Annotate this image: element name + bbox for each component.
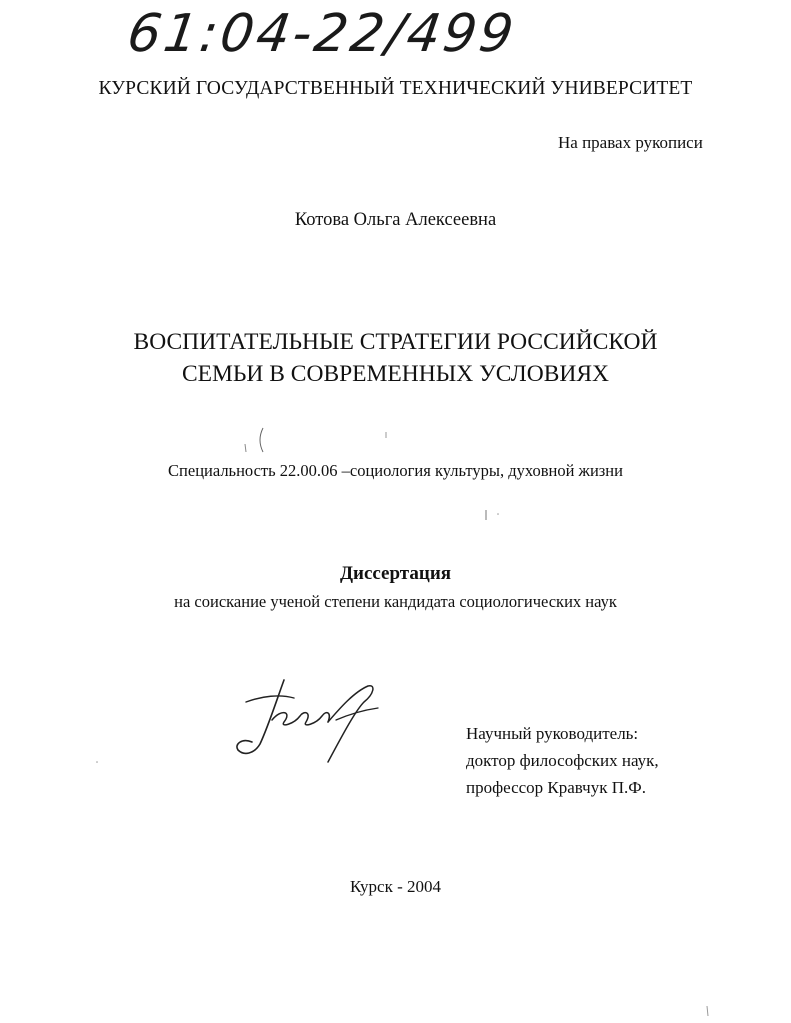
supervisor-degree: доктор философских наук, [466, 751, 659, 770]
archive-number-handwritten: 61:04-22/499 [123, 4, 520, 64]
title-line-1: ВОСПИТАТЕЛЬНЫЕ СТРАТЕГИИ РОССИЙСКОЙ [133, 329, 658, 355]
author-name: Котова Ольга Алексеевна [294, 210, 497, 230]
supervisor-role: Научный руководитель: [466, 724, 639, 743]
university-name: КУРСКИЙ ГОСУДАРСТВЕННЫЙ ТЕХНИЧЕСКИЙ УНИВЕРСИТЕТ [98, 78, 693, 99]
supervisor-name: профессор Кравчук П.Ф. [466, 778, 646, 797]
specialty-line: Специальность 22.00.06 –социология культуры, духовной жизни [168, 461, 623, 480]
title-line-2: СЕМЬИ В СОВРЕМЕННЫХ УСЛОВИЯХ [181, 361, 610, 387]
degree-line: на соискание ученой степени кандидата социологических наук [174, 592, 617, 611]
city-year: Курск - 2004 [349, 877, 442, 896]
manuscript-rights-note: На правах рукописи [558, 133, 703, 152]
document-type: Диссертация [339, 563, 452, 584]
